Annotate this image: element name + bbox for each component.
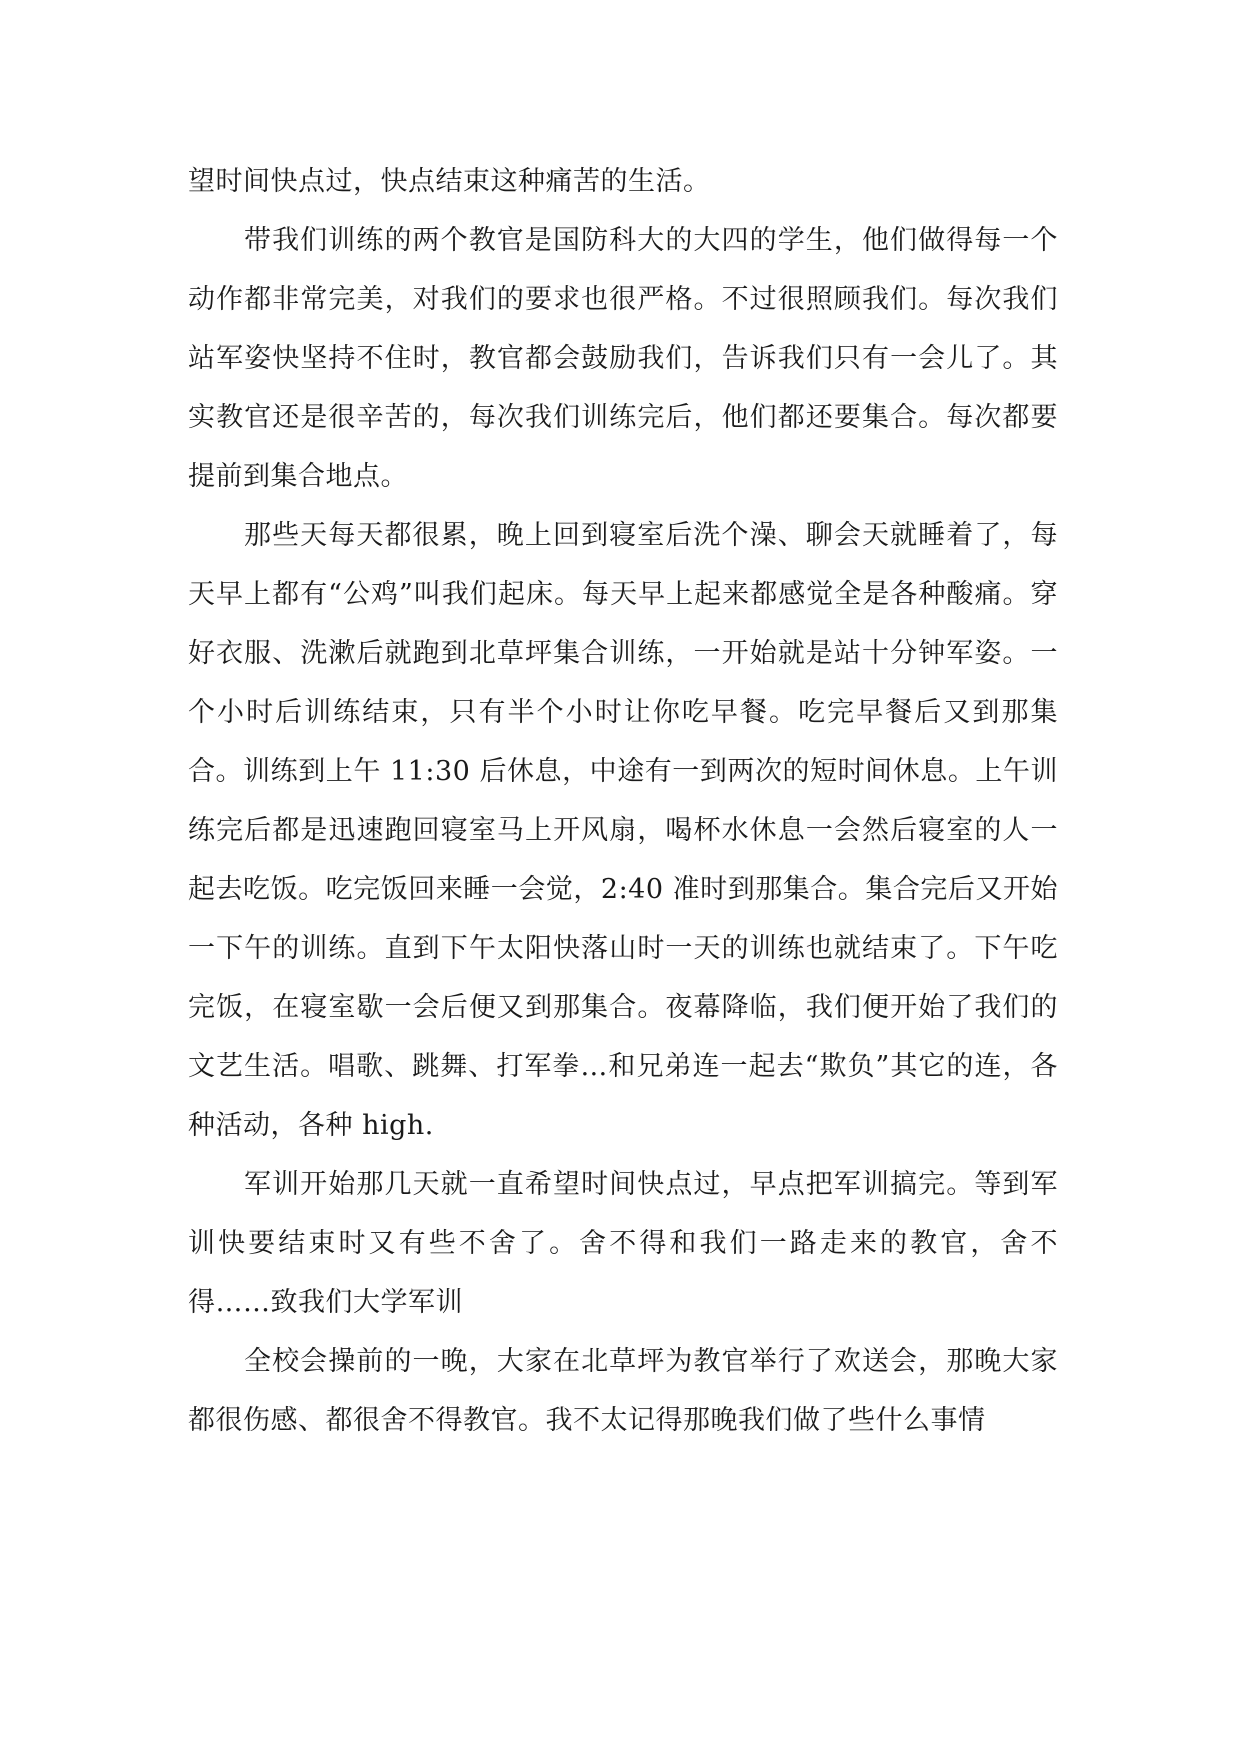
paragraph-1: 望时间快点过，快点结束这种痛苦的生活。 (188, 166, 711, 197)
paragraph-2: 带我们训练的两个教官是国防科大的大四的学生，他们做得每一个动作都非常完美，对我们的要求也很严格。不过很照顾我们。每次我们站军姿快坚持不住时，教官都会鼓励我们，告诉我们只有一会儿了。其实教官还是很辛苦的，每次我们训练完后，他们都还要集合。每次都要提前到集合地点。 (188, 225, 1058, 492)
paragraph-4: 军训开始那几天就一直希望时间快点过，早点把军训搞完。等到军训快要结束时又有些不舍了。舍不得和我们一路走来的教官，舍不得……致我们大学军训 (188, 1169, 1058, 1318)
document-body (188, 152, 1058, 1450)
paragraph-5: 全校会操前的一晚，大家在北草坪为教官举行了欢送会，那晚大家都很伤感、都很舍不得教官。我不太记得那晚我们做了些什么事情 (188, 1346, 1058, 1436)
paragraph-3: 那些天每天都很累，晚上回到寝室后洗个澡、聊会天就睡着了，每天早上都有“公鸡”叫我们起床。每天早上起来都感觉全是各种酸痛。穿好衣服、洗漱后就跑到北草坪集合训练，一开始就是站十分钟军姿。一个小时后训练结束，只有半个小时让你吃早餐。吃完早餐后又到那集合。训练到上午 11:30 后休息，中途有一到两次的短时间休息。上午训练完后都是迅速跑回寝室马上开风扇，喝杯水休息一会然后寝室的人一起去吃饭。吃完饭回来睡一会觉，2:40 准时到那集合。集合完后又开始一下午的训练。直到下午太阳快落山时一天的训练也就结束了。下午吃完饭，在寝室歇一会后便又到那集合。夜幕降临，我们便开始了我们的文艺生活。唱歌、跳舞、打军拳…和兄弟连一起去“欺负”其它的连，各种活动，各种 high. (188, 520, 1058, 1141)
